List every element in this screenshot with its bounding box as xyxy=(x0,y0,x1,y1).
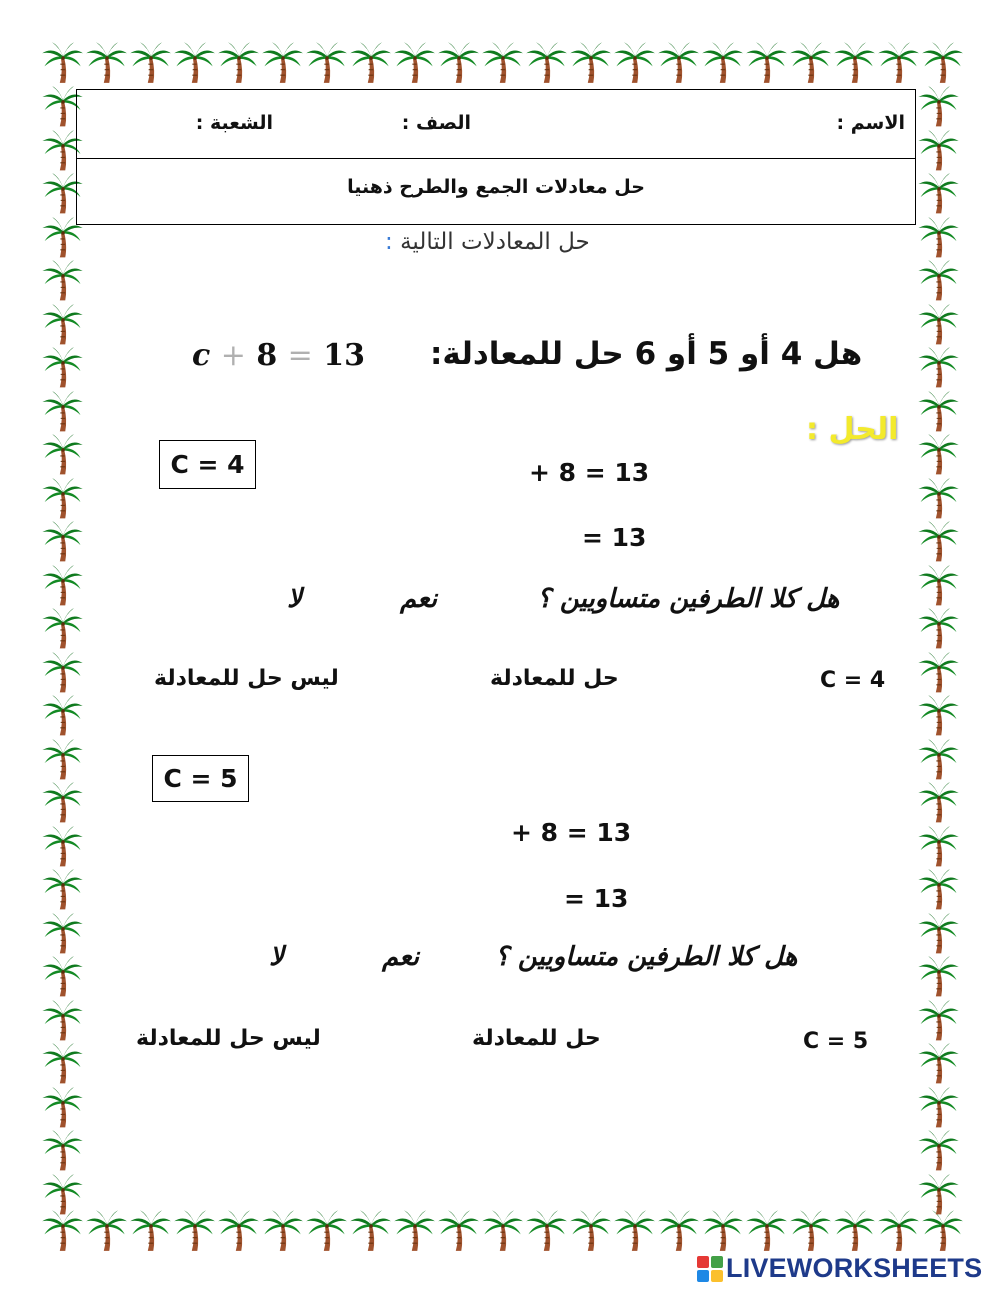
palm-border-left xyxy=(40,84,84,1215)
palm-tree-icon xyxy=(744,1208,788,1252)
case-2-no-option[interactable]: لا xyxy=(269,942,284,972)
palm-tree-icon xyxy=(128,1208,172,1252)
palm-tree-icon xyxy=(40,1041,84,1085)
palm-tree-icon xyxy=(260,40,304,84)
student-info-row xyxy=(77,90,915,159)
palm-tree-icon xyxy=(524,1208,568,1252)
palm-tree-icon xyxy=(916,258,960,302)
palm-border-top xyxy=(40,40,964,84)
palm-tree-icon xyxy=(216,40,260,84)
palm-tree-icon xyxy=(916,345,960,389)
palm-tree-icon xyxy=(40,737,84,781)
palm-tree-icon xyxy=(40,650,84,694)
palm-tree-icon xyxy=(916,954,960,998)
worksheet-title: حل معادلات الجمع والطرح ذهنيا xyxy=(347,176,645,198)
palm-tree-icon xyxy=(916,84,960,128)
case-1-line-2[interactable]: = 13 xyxy=(582,523,647,552)
palm-tree-icon xyxy=(916,780,960,824)
palm-tree-icon xyxy=(40,998,84,1042)
palm-tree-icon xyxy=(612,40,656,84)
palm-tree-icon xyxy=(916,215,960,259)
palm-tree-icon xyxy=(40,954,84,998)
case-1-question: هل كلا الطرفين متساويين ؟ xyxy=(537,584,840,614)
palm-tree-icon xyxy=(524,40,568,84)
palm-tree-icon xyxy=(700,40,744,84)
palm-tree-icon xyxy=(916,519,960,563)
palm-tree-icon xyxy=(656,1208,700,1252)
palm-tree-icon xyxy=(348,1208,392,1252)
palm-tree-icon xyxy=(568,1208,612,1252)
palm-tree-icon xyxy=(40,1172,84,1216)
solution-label: الحل : xyxy=(806,412,899,447)
palm-tree-icon xyxy=(916,302,960,346)
palm-tree-icon xyxy=(40,432,84,476)
palm-tree-icon xyxy=(84,1208,128,1252)
palm-tree-icon xyxy=(916,998,960,1042)
palm-tree-icon xyxy=(304,40,348,84)
case-1-yes-option[interactable]: نعم xyxy=(400,584,438,614)
palm-tree-icon xyxy=(40,563,84,607)
palm-tree-icon xyxy=(612,1208,656,1252)
palm-tree-icon xyxy=(40,693,84,737)
equation-variable: c xyxy=(192,338,211,373)
palm-tree-icon xyxy=(788,40,832,84)
palm-tree-icon xyxy=(40,389,84,433)
palm-tree-icon xyxy=(916,867,960,911)
palm-tree-icon xyxy=(40,824,84,868)
liveworksheets-logo-text: LIVEWORKSHEETS xyxy=(726,1253,983,1283)
palm-tree-icon xyxy=(916,389,960,433)
class-label: الصف : xyxy=(401,112,471,134)
equation-result: 13 xyxy=(323,338,365,373)
palm-tree-icon xyxy=(568,40,612,84)
palm-tree-icon xyxy=(916,1128,960,1172)
palm-tree-icon xyxy=(348,40,392,84)
case-2-value-box: C = 5 xyxy=(152,755,249,802)
instruction xyxy=(385,229,590,255)
question-text: هل 4 أو 5 أو 6 حل للمعادلة: xyxy=(430,336,863,372)
palm-tree-icon xyxy=(436,40,480,84)
palm-tree-icon xyxy=(40,258,84,302)
palm-tree-icon xyxy=(480,1208,524,1252)
case-1-line-1[interactable]: + 8 = 13 xyxy=(529,458,650,487)
palm-tree-icon xyxy=(916,911,960,955)
palm-tree-icon xyxy=(916,128,960,172)
palm-tree-icon xyxy=(40,867,84,911)
case-2-question: هل كلا الطرفين متساويين ؟ xyxy=(495,942,798,972)
palm-tree-icon xyxy=(40,1128,84,1172)
palm-border-right xyxy=(916,84,960,1215)
palm-tree-icon xyxy=(788,1208,832,1252)
case-2-yes-option[interactable]: نعم xyxy=(382,942,420,972)
palm-tree-icon xyxy=(40,40,84,84)
palm-tree-icon xyxy=(744,40,788,84)
palm-tree-icon xyxy=(480,40,524,84)
palm-tree-icon xyxy=(916,1041,960,1085)
palm-tree-icon xyxy=(40,476,84,520)
palm-tree-icon xyxy=(40,780,84,824)
palm-tree-icon xyxy=(916,650,960,694)
case-2-line-2[interactable]: = 13 xyxy=(564,884,629,913)
palm-tree-icon xyxy=(700,1208,744,1252)
case-2-not-solution-option[interactable]: ليس حل للمعادلة xyxy=(136,1026,321,1051)
equation-plus: + xyxy=(220,338,246,373)
case-1-no-option[interactable]: لا xyxy=(287,584,302,614)
palm-tree-icon xyxy=(172,1208,216,1252)
palm-tree-icon xyxy=(832,1208,876,1252)
palm-tree-icon xyxy=(656,40,700,84)
palm-tree-icon xyxy=(876,1208,920,1252)
palm-tree-icon xyxy=(172,40,216,84)
palm-tree-icon xyxy=(40,345,84,389)
liveworksheets-logo-icon xyxy=(697,1256,723,1282)
instruction-colon: : xyxy=(385,229,393,255)
palm-tree-icon xyxy=(916,171,960,215)
palm-tree-icon xyxy=(916,693,960,737)
name-label: الاسم : xyxy=(836,112,905,134)
palm-tree-icon xyxy=(304,1208,348,1252)
palm-tree-icon xyxy=(40,302,84,346)
palm-tree-icon xyxy=(916,432,960,476)
palm-tree-icon xyxy=(128,40,172,84)
palm-tree-icon xyxy=(84,40,128,84)
palm-tree-icon xyxy=(916,476,960,520)
case-1-value-box: C = 4 xyxy=(159,440,256,489)
equation-addend: 8 xyxy=(256,338,278,373)
palm-tree-icon xyxy=(916,737,960,781)
palm-tree-icon xyxy=(40,1085,84,1129)
liveworksheets-logo xyxy=(697,1253,982,1284)
palm-tree-icon xyxy=(216,1208,260,1252)
palm-tree-icon xyxy=(876,40,920,84)
question-equation xyxy=(192,338,365,373)
palm-tree-icon xyxy=(392,1208,436,1252)
section-label: الشعبة : xyxy=(195,112,273,134)
case-1-not-solution-option[interactable]: ليس حل للمعادلة xyxy=(154,666,339,691)
header-box xyxy=(76,89,916,225)
palm-tree-icon xyxy=(260,1208,304,1252)
palm-tree-icon xyxy=(40,911,84,955)
case-1-is-solution-option[interactable]: حل للمعادلة xyxy=(490,666,619,691)
case-2-c-value: C = 5 xyxy=(803,1029,869,1054)
instruction-text: حل المعادلات التالية xyxy=(400,229,590,255)
case-1-c-value: C = 4 xyxy=(820,668,886,693)
palm-tree-icon xyxy=(916,1085,960,1129)
palm-tree-icon xyxy=(392,40,436,84)
palm-tree-icon xyxy=(916,563,960,607)
palm-border-bottom xyxy=(40,1208,964,1252)
case-2-line-1[interactable]: + 8 = 13 xyxy=(511,818,632,847)
palm-tree-icon xyxy=(40,519,84,563)
palm-tree-icon xyxy=(916,1172,960,1216)
palm-tree-icon xyxy=(40,606,84,650)
palm-tree-icon xyxy=(920,40,964,84)
case-2-is-solution-option[interactable]: حل للمعادلة xyxy=(472,1026,601,1051)
palm-tree-icon xyxy=(436,1208,480,1252)
palm-tree-icon xyxy=(832,40,876,84)
equation-equals: = xyxy=(287,338,313,373)
palm-tree-icon xyxy=(916,824,960,868)
palm-tree-icon xyxy=(916,606,960,650)
